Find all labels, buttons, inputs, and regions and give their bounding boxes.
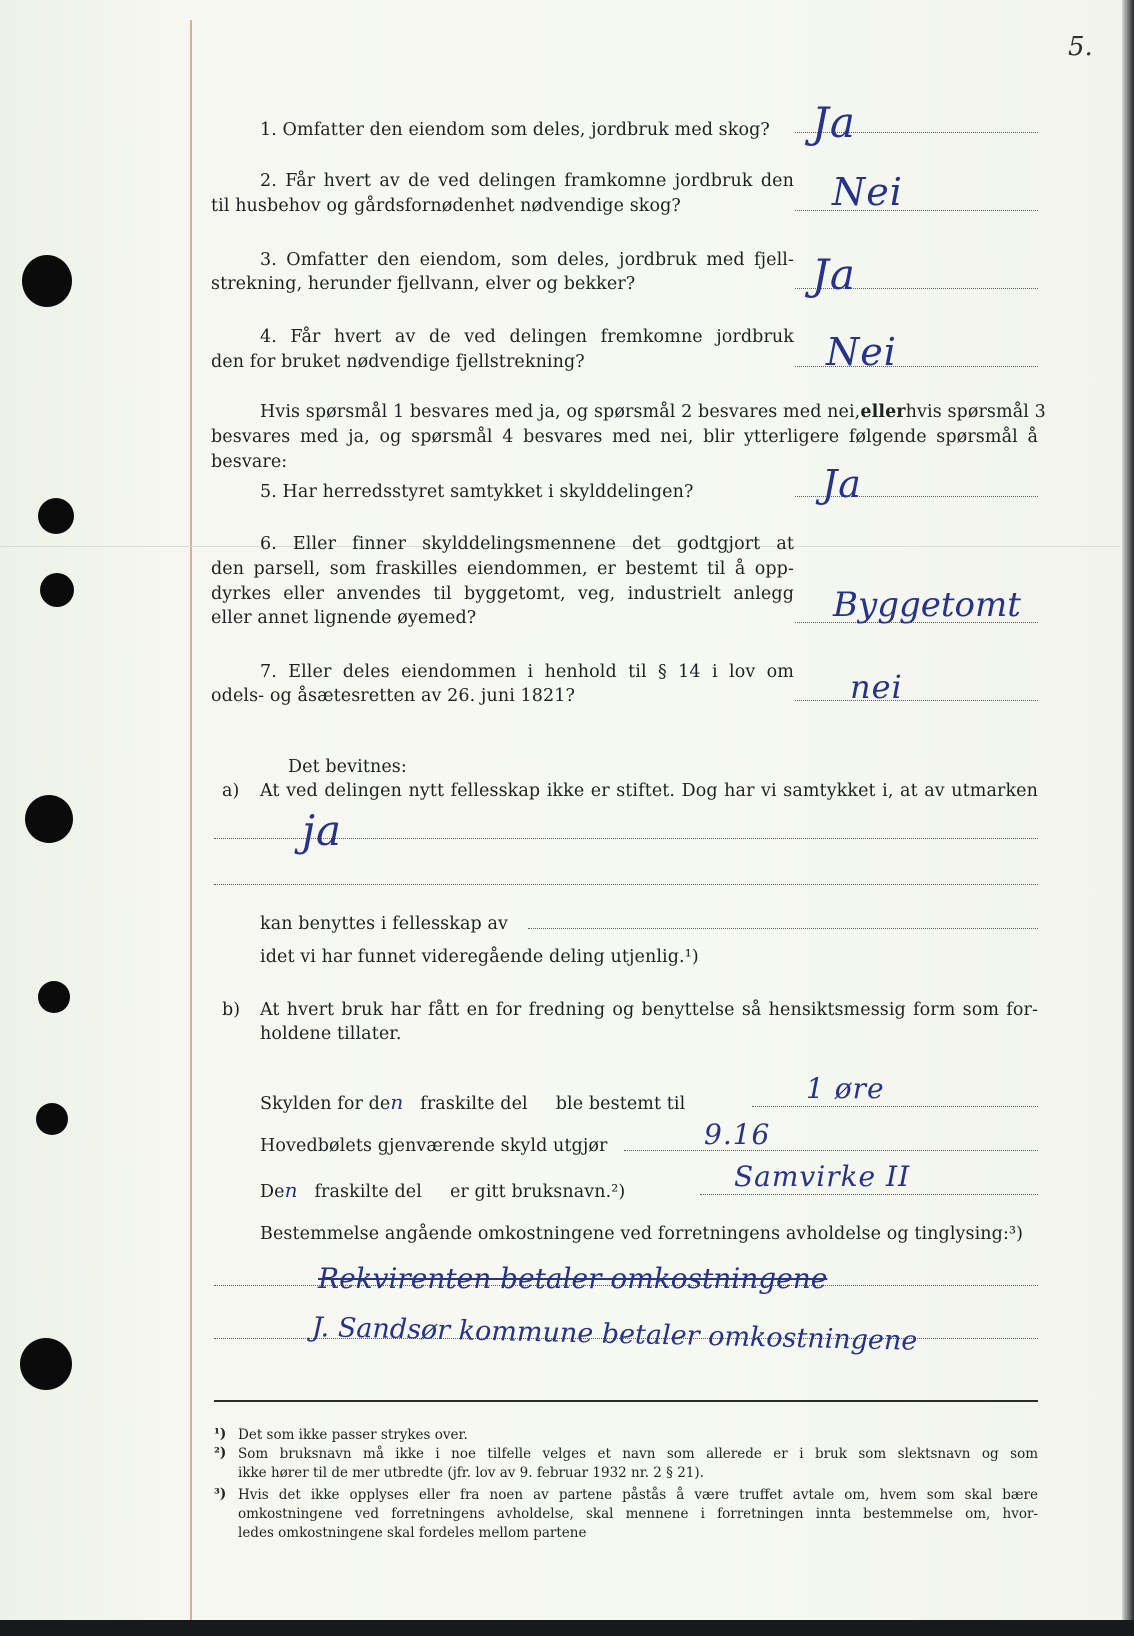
skyld-row1-answer: 1 øre — [806, 1072, 885, 1105]
attest-a-handwritten: ja — [302, 806, 343, 855]
skyld-row3-c: er gitt bruksnavn.²) — [449, 1182, 626, 1202]
skyld-row1-handwritten: n — [390, 1090, 405, 1114]
cost-answer-handwritten: J. Sandsør kommune betaler omkostningene — [311, 1312, 918, 1357]
footnote-2-mark: ²) — [214, 1445, 227, 1461]
skyld-row3-b: fraskilte del — [314, 1182, 422, 1202]
answer-line — [752, 1106, 1038, 1107]
attest-a-text: At ved delingen nytt fellesskap ikke er stiftet. Dog har vi samtykket i, at av utmarken — [260, 781, 1038, 801]
question-3-text-line1: 3. Omfatter den eiendom, som deles, jordbruk med fjell- — [260, 250, 794, 270]
punch-hole — [22, 255, 72, 307]
punch-hole — [20, 1338, 72, 1390]
attest-b-line2: holdene tillater. — [260, 1024, 402, 1044]
attest-b-label: b) — [222, 1000, 241, 1020]
skyld-row1-c: ble bestemt til — [555, 1094, 686, 1114]
answer-line — [214, 884, 1038, 885]
answer-line — [795, 700, 1038, 701]
skyld-row3-handwritten: n — [284, 1178, 299, 1202]
skyld-row1 — [260, 1090, 685, 1117]
footnote-separator — [214, 1400, 1038, 1402]
question-6-text-line4: eller annet lignende øyemed? — [211, 608, 477, 628]
footnote-2-line1: Som bruksnavn må ikke i noe tilfelle velges et navn som allerede er i bruk som slektsnavn og som — [238, 1446, 1038, 1462]
margin-rule — [190, 20, 192, 1620]
question-2-text-line1: 2. Får hvert av de ved delingen framkomne jordbruk den — [260, 171, 794, 191]
answer-line — [700, 1194, 1038, 1195]
skyld-row3 — [260, 1178, 625, 1205]
attest-b-line1: At hvert bruk har fått en for fredning og benyttelse så hensiktsmessig form som for- — [260, 1000, 1038, 1020]
punch-hole — [36, 1103, 68, 1135]
punch-hole — [25, 795, 73, 843]
answer-1-handwritten: Ja — [812, 98, 856, 147]
skyld-row1-b: fraskilte del — [420, 1094, 528, 1114]
question-5-text: 5. Har herredsstyret samtykket i skylddelingen? — [260, 482, 694, 502]
question-4-text-line2: den for bruket nødvendige fjellstrekning? — [211, 352, 585, 372]
skyld-row1-a: Skylden for de — [260, 1094, 391, 1114]
page-edge-bottom — [0, 1620, 1134, 1636]
cost-struck-handwritten: Rekvirenten betaler omkostningene — [318, 1262, 828, 1295]
footnote-1-mark: ¹) — [214, 1426, 227, 1442]
cost-heading: Bestemmelse angående omkostningene ved forretningens avholdelse og tinglysing:³) — [260, 1224, 1023, 1244]
punch-hole — [38, 498, 74, 534]
footnote-1-line1: Det som ikke passer strykes over. — [238, 1427, 468, 1443]
answer-3-handwritten: Ja — [812, 250, 856, 299]
skyld-row2-answer: 9.16 — [704, 1118, 771, 1151]
answer-4-handwritten: Nei — [826, 330, 897, 374]
punch-hole — [38, 981, 70, 1013]
question-6-text-line2: den parsell, som fraskilles eiendommen, er bestemt til å opp- — [211, 559, 794, 579]
skyld-row2-text: Hovedbølets gjenværende skyld utgjør — [260, 1136, 608, 1156]
answer-5-handwritten: Ja — [822, 462, 862, 506]
question-2-text-line2: til husbehov og gårdsfornødenhet nødvendige skog? — [211, 196, 681, 216]
skyld-row3-a: De — [260, 1182, 285, 1202]
idet-text: idet vi har funnet videregående deling utjenlig.¹) — [260, 947, 699, 967]
question-7-text-line2: odels- og åsætesretten av 26. juni 1821? — [211, 686, 575, 706]
question-6-text-line1: 6. Eller finner skylddelingsmennene det godtgjort at — [260, 534, 794, 554]
answer-line — [624, 1150, 1038, 1151]
footnote-3-line2: omkostningene ved forretningens avholdelse, skal mennene i forretningen innta bestemmelse om, hvor- — [238, 1506, 1038, 1522]
question-6-text-line3: dyrkes eller anvendes til byggetomt, veg, industrielt anlegg — [211, 584, 794, 604]
page-number: 5. — [1068, 32, 1093, 62]
page-edge-right — [1122, 0, 1134, 1636]
attest-heading: Det bevitnes: — [288, 757, 407, 777]
footnote-2-line2: ikke hører til de mer utbredte (jfr. lov av 9. februar 1932 nr. 2 § 21). — [238, 1465, 704, 1481]
instruction-part2: hvis spørsmål 3 — [905, 402, 1046, 422]
question-3-text-line2: strekning, herunder fjellvann, elver og bekker? — [211, 274, 636, 294]
question-1-text: 1. Omfatter den eiendom som deles, jordbruk med skog? — [260, 120, 770, 140]
punch-hole — [40, 573, 74, 607]
answer-2-handwritten: Nei — [832, 170, 903, 214]
footnote-3-mark: ³) — [214, 1486, 227, 1502]
instruction-bold: eller — [860, 402, 906, 422]
answer-7-handwritten: nei — [850, 668, 903, 706]
attest-a-label: a) — [222, 781, 240, 801]
answer-6-handwritten: Byggetomt — [833, 585, 1021, 625]
question-7-text-line1: 7. Eller deles eiendommen i henhold til § 14 i lov om — [260, 662, 794, 682]
answer-line — [528, 928, 1038, 929]
instruction-part1: Hvis spørsmål 1 besvares med ja, og spørsmål 2 besvares med nei, — [260, 402, 861, 422]
footnote-3-line1: Hvis det ikke opplyses eller fra noen av partene påstås å være truffet avtale om, hvem som skal bære — [238, 1487, 1038, 1503]
instruction-line2: besvares med ja, og spørsmål 4 besvares med nei, blir ytterligere følgende spørsmål å besvare: — [211, 427, 1038, 472]
skyld-row3-answer: Samvirke II — [734, 1160, 911, 1193]
question-4-text-line1: 4. Får hvert av de ved delingen fremkomne jordbruk — [260, 327, 794, 347]
shared-text: kan benyttes i fellesskap av — [260, 914, 508, 934]
instruction-line1 — [260, 400, 1046, 425]
footnote-3-line3: ledes omkostningene skal fordeles mellom partene — [238, 1525, 587, 1541]
